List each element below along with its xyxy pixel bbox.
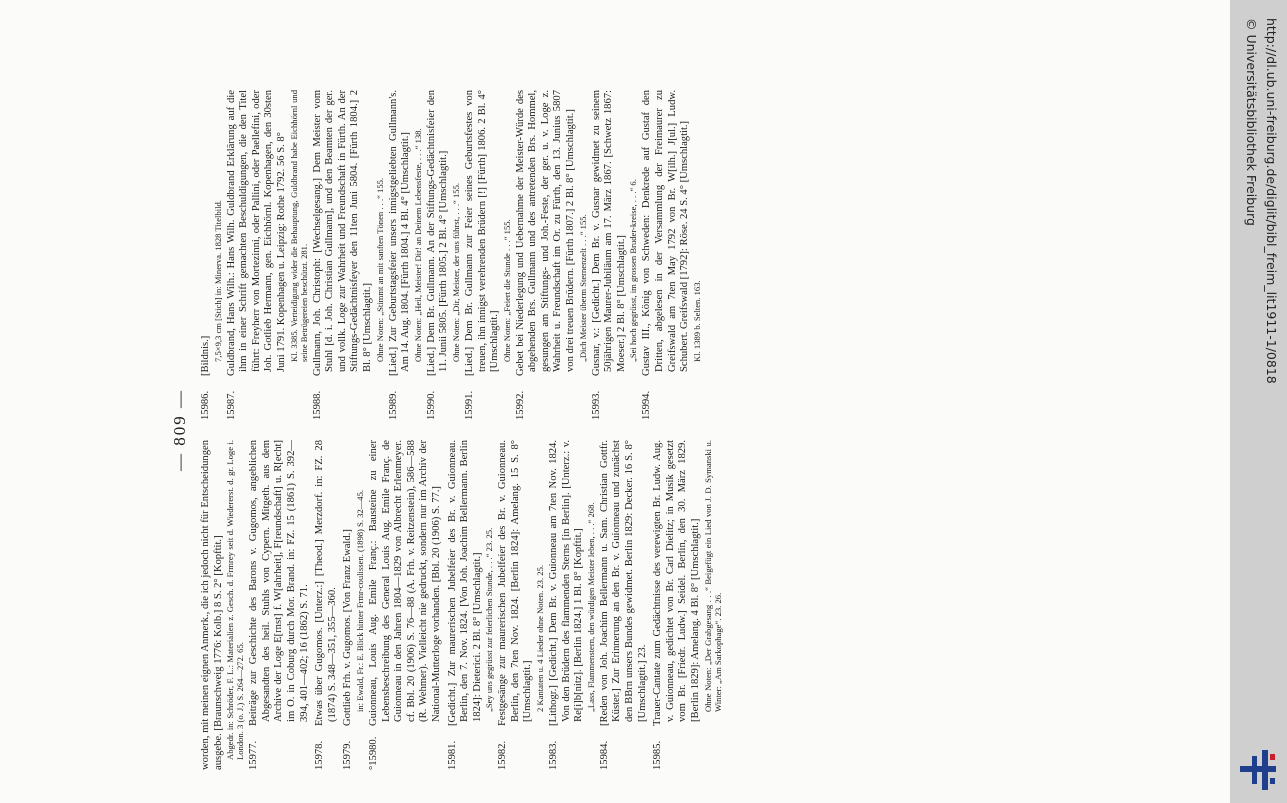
entry-note: 2 Kantaten u. 4 Lieder ohne Noten. 23. 25. [535,564,546,712]
sidebar-text [1230,0,1287,803]
entry-text: Etwas über Gugomos. [Unterz.:] [Theod.] Merzdorf. in: FZ. 28 (1874) S. 348—351, 355—360. [314,440,338,726]
bibliography-entry [591,90,639,420]
entry-note: Ohne Noten: „Stimmt an mit sanften Tönen . . .“ 155. [374,177,385,362]
entry-number: 15988. [311,390,323,420]
bibliography-entry [652,440,722,770]
entry-text: Guldbrand, Hans Wilh.: Hans Wilh. Guldbrand Erklärung auf die ihm in einer Schrift gemachten Beschuldigungen, die den Titel führt: Freyherr von Mortezinni, oder Pallini, oder Paellefini, oder Joh. Gotlieb Hermann, gen. Eichhörnl. Kopenhagen, den 30sten Juni 1791. Kopenhagen u. Leipzig: Rothe 1792. 56 S. 8° [225,90,287,376]
bibliography-entry [342,440,365,770]
entry-note: Abgedr. in: Schröder, F. L.: Materialien z. Gesch. d. Frmrey seit d. Wiedererst. d. gr. Loge i. London. 3 (o. J.) S. 264—272. 65. [225,440,246,760]
entry-number: 15977. [248,740,260,770]
entry-note: „Dich Meister überm Sternenzelt . . .“ 155. [577,214,588,362]
bibliography-entry [599,440,649,770]
bibliography-entry [200,440,245,770]
entry-number: 15978. [314,740,326,770]
entry-text: Guionneau, Louis Aug. Emile Franç.: Bausteine zu einer Lebensbeschreibung des General Louis Aug. Emile Franç. de Guionneau in den Jahren 1804—1829 von Albrecht Erlenmeyer. cf. Bbl. 20 (1906) S. 76—88 (A. Frh. v. Reitzenstein), 586—588 (R. Wehmer). Vielleicht nie gedruckt, sondern nur im Archiv der National-Mutterloge vorhanden. [Bbl. 20 (1906) S. 77.] [367,440,442,726]
entry-number: 15985. [652,740,664,770]
bibliography-entry [200,90,223,420]
page-header: — 809 — [170,389,189,471]
entry-number: 15979. [342,740,354,770]
entry-note: Kl. 3385. Verteidigung wider die Behauptung, Guldbrand habe Eichhörnl und seine Betrügereien beschützt. 281. [288,90,309,362]
entry-note: Ohne Noten: „Dir, Meister, der uns führst, . . .“ 155. [450,182,461,362]
entry-text: [Gedicht.] Zur maurerischen Jubelfeier des Br. v. Guionneau. Berlin, den 7. Nov. 1824. [Von Joh. Joachim Bellermann. Berlin 1824]: Dieterici. 2 Bl. 8° [Umschlagtit.] [446,440,483,726]
entry-text: Gebet bei Niederlegung und Uebernahme der Meister-Würde des abgehenden Brs. Gullmann und des antretenden Brs. Hommel, gesungen am Stiftungs- und Joh.-Feste, der ger. u. v. Loge z. Wahrheit u. Freundschaft im Or. zu Fürth, den 13. Junius 5807 von drei treuen Brüdern. [Fürth 1807.] 2 Bl. 8° [Umschlagtit.] [514,90,577,376]
entry-number: 15983. [548,740,560,770]
entry-number: 15990. [425,390,437,420]
entry-note: in: Ewald, Fr.: E. Blick hinter Frmr-coulissen. (1898) S. 32—45. [354,489,365,712]
bibliography-entry [426,90,461,420]
entry-number: 15984. [598,740,610,770]
entry-number: 15989. [387,390,399,420]
entry-text: Gullmann, Joh. Christoph: [Wechselgesang.] Dem Meister vom Stuhl [d. i. Joh. Christian Gullmann], und den Beamten der ger. und vollk. Loge zur Wahrheit und Freundschaft in Fürth. An der Stiftungs-Gedächtnisfeyer den 11ten Juni 5804. [Fürth 1804.] 2 Bl. 8° [Umschlagtit.] [311,90,373,376]
entry-note: „Sei hoch gegrüsst, im grossen Bruder-kreise, . . .“ 6. [628,179,639,362]
entry-text: Gusnar, v.: [Gedicht.] Dem Br. v. Gusnar gewidmet zu seinem 50jährigen Maurer-Jubiläum am 17. März 1867. [Schwetz 1867: Moeser.] 2 Bl. 8° [Umschlagtit.] [590,90,627,376]
entry-number: 15993. [590,390,602,420]
entry-text: [Lied.] Dem Br. Gullmann zur Feier seines Geburtsfestes von treuen, ihn innigst verehrenden Brüdern [!] [Fürth] 1806. 2 Bl. 4° [Umschlagtit.] [463,90,501,376]
entry-note: „Sey uns gegrüsst zur feierlichen Stunde, . . .“ 23. 25. [484,527,495,712]
entry-text: [Bildnis.] [200,335,211,376]
entry-text: Trauer-Cantate zum Gedächtnisse des verewigten Br. Ludw. Aug. v. Guionneau, gedichtet von Br. Carl Dielitz; in Musik gesetzt vom Br. [Friedr. Ludw.] Seidel. Berlin, den 30. März 1829. [Berlin 1829]: Amelang. 4 Bl. 8° [Umschlagtit.] [652,440,701,726]
entry-number: 15987. [225,390,237,420]
rotated-page-content [160,90,1120,770]
permalink-url[interactable]: http://dl.ub.uni-freiburg.de/diglit/bibl_freim_lit1911-1/0818 [1264,18,1279,384]
entry-note: Ohne Noten: „Feiert die Stunde . . .“ 155. [501,219,512,362]
entry-text: [Reden von Joh. Joachim Bellermann u. Sam. Christian Gottfr. Küster.] Zur Erinnerung an den Br. v. Guionneau und zunächst den BBrn unsers Bundes gewidmet. Berlin 1829: Decker. 16 S. 8° [Umschlagtit.] 23. [598,440,648,726]
bibliography-entry [226,90,309,420]
bibliography-entry [388,90,423,420]
entry-note: Kl. 1389 b. Selten. 163. [691,280,702,362]
bibliography-entry [312,90,385,420]
entry-number: °15980. [367,736,379,770]
entry-note: Ohne Noten: „Heil, Meister! Dir! an Deinem Lebensfeste, . . .“ 138. [412,128,423,362]
entry-text: [Lied.] Zur Geburtstagsfeier unsers innigstgeliebten Gullmann's. Am 14. Aug. 1804. [Fürth 1804.] 4 Bl. 4° [Umschlagtit.] [387,90,412,376]
bibliography-entry [515,90,588,420]
entry-number: 15986. [200,390,211,420]
entry-number: 15992. [514,390,526,420]
entry-text: Gottlieb Frh. v. Gugomos. [Von Franz Ewald.] [342,529,354,726]
entry-number: 15994. [641,390,653,420]
bibliography-entry [497,440,545,770]
ub-freiburg-logo-icon [1240,750,1276,790]
entry-text: Festgesänge zur maurerischen Jubelfeier des Br. v. Guionneau. Berlin, den 7ten Nov. 1824. [Berlin 1824]: Amelang. 15 S. 8° [Umschlagtit.] [497,440,534,726]
entry-number: 15991. [463,390,475,420]
left-column [200,440,726,770]
entry-number: 15982. [497,740,509,770]
bibliography-entry [464,90,512,420]
bibliography-entry [314,440,339,770]
entry-note: Ohne Noten: „Der Grabgesang . . .“ Beigefügt ein Lied von J. D. Symanski u. Winter: „Am Sarkophage“. 23. 26. [702,440,723,712]
entry-note: „Lass, Flammenstern, den würdigen Meister leben, . . .“ 268. [585,502,596,712]
bibliography-entry [368,440,444,770]
entry-note: 7,5×9,3 cm [Stich] in: Minerva. 1828 Titelbild. [212,200,223,362]
entry-text: Beiträge zur Geschichte des Barons v. Gugomos, angeblichen Abgesandten des heil. Stuhls von Cypern. Mitgeth. aus dem Archive der Loge E[rnst] f. W[ahrheit], F[reundschaft] u. R[echt] im O. in Coburg durch Mor. Brand. in: FZ. 15 (1861) S. 392—394, 401—402; 16 (1862) S. 71. [248,440,310,726]
bibliography-entry [548,440,596,770]
bibliography-entry [641,90,701,420]
entry-number: 15981. [446,740,458,770]
entry-text: worden, mit meinen eignen Anmerk., die ich jedoch nicht für Entscheidungen ausgebe. [Braunschweig 1776: Kolb.] 8 S. 2° [Kopftit.] [200,440,224,770]
entry-text: [Lied.] Dem Br. Gullmann. An der Stiftungs-Gedächtnisfeier den 11. Junii 5805. [Fürth 1805.] 2 Bl. 4° [Umschlagtit.] [425,90,450,376]
copyright-notice: © Universitätsbibliothek Freiburg [1244,18,1259,226]
bibliography-entry [248,440,311,770]
entry-text: [Lithogr.] [Gedicht.] Dem Br. v. Guionneau am 7ten Nov. 1824. Von den Brüdern des flammenden Sterns [in Berlin]. [Unterz.: v. Re[i]b[nitz]. [Berlin 1824.] 1 Bl. 8° [Kopftit.] [548,440,585,726]
entry-text: Gustav III., König von Schweden: Denkrede auf Gustaf den Dritten, abgelesen in der Versammlung der Freimaurer zu Greifswald am 7ten May 1792 von Br. W[ilh.] J[ul.] Ludw. Schubert. Greifswald [1792]: Röse. 24 S. 4° [Umschlagtit.] [641,90,691,376]
right-column [200,90,705,420]
bibliography-entry [447,440,495,770]
